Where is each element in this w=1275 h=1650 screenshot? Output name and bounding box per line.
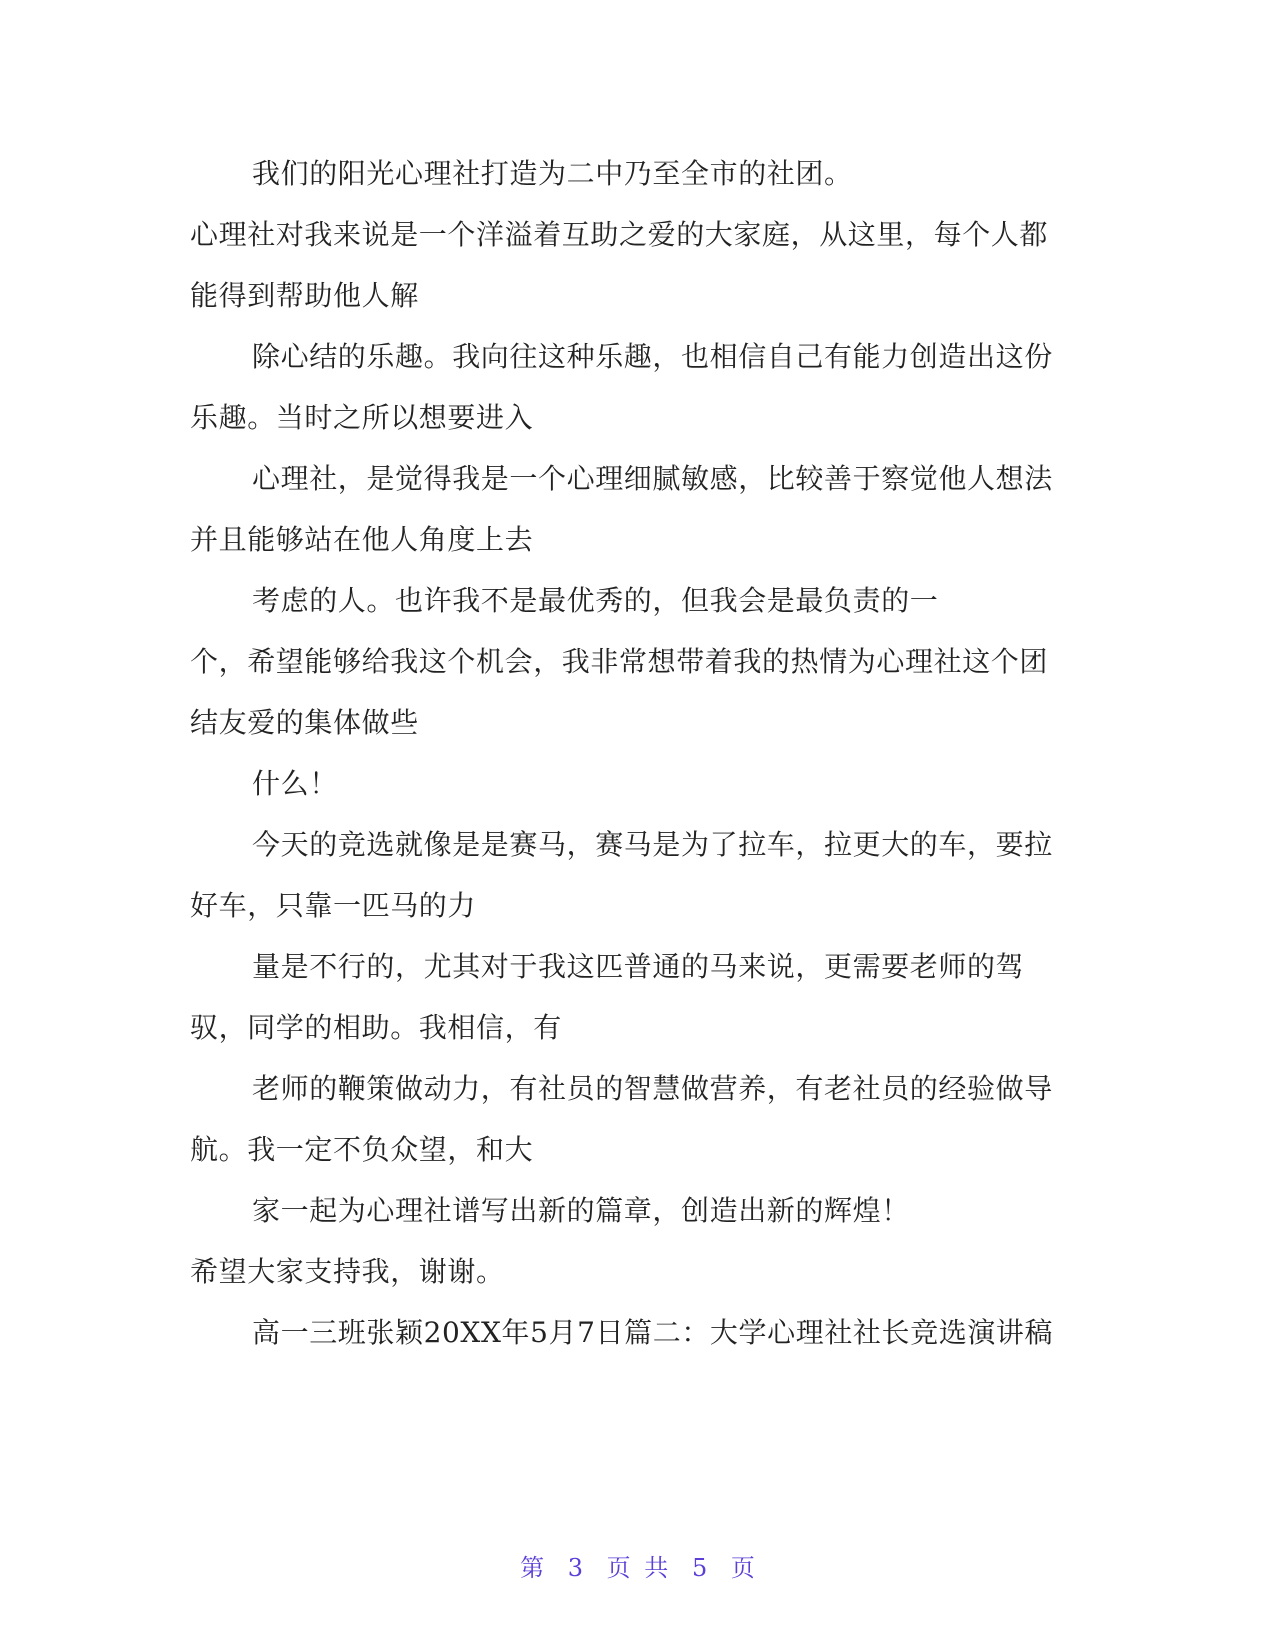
footer-prefix: 第 (520, 1554, 545, 1582)
paragraph-3: 除心结的乐趣。我向往这种乐趣，也相信自己有能力创造出这份乐趣。当时之所以想要进入 (190, 340, 1053, 434)
paragraph-7: 什么！ (252, 767, 338, 800)
footer-current-page: 3 (567, 1554, 584, 1582)
paragraph-12: 希望大家支持我，谢谢。 (190, 1255, 505, 1288)
paragraph-6: 个，希望能够给我这个机会，我非常想带着我的热情为心理社这个团结友爱的集体做些 (190, 645, 1049, 739)
paragraph-4: 心理社，是觉得我是一个心理细腻敏感，比较善于察觉他人想法并且能够站在他人角度上去 (190, 462, 1053, 556)
footer-middle: 页 共 (606, 1554, 669, 1582)
paragraph-2: 心理社对我来说是一个洋溢着互助之爱的大家庭，从这里，每个人都能得到帮助他人解 (190, 218, 1049, 312)
paragraph-13: 高一三班张颖20XX年5月7日篇二：大学心理社社长竞选演讲稿 (252, 1316, 1054, 1349)
document-body (190, 143, 1070, 1363)
paragraph-8: 今天的竞选就像是是赛马，赛马是为了拉车，拉更大的车，要拉好车，只靠一匹马的力 (190, 828, 1053, 922)
paragraph-5: 考虑的人。也许我不是最优秀的，但我会是最负责的一 (252, 584, 939, 617)
paragraph-10: 老师的鞭策做动力，有社员的智慧做营养，有老社员的经验做导航。我一定不负众望，和大 (190, 1072, 1053, 1166)
paragraph-1: 我们的阳光心理社打造为二中乃至全市的社团。 (252, 157, 853, 190)
footer-total-pages: 5 (691, 1554, 708, 1582)
paragraph-11: 家一起为心理社谱写出新的篇章，创造出新的辉煌！ (252, 1194, 910, 1227)
page-footer (0, 1548, 1275, 1583)
footer-suffix: 页 (730, 1554, 755, 1582)
paragraph-9: 量是不行的，尤其对于我这匹普通的马来说，更需要老师的驾驭，同学的相助。我相信，有 (190, 950, 1025, 1044)
